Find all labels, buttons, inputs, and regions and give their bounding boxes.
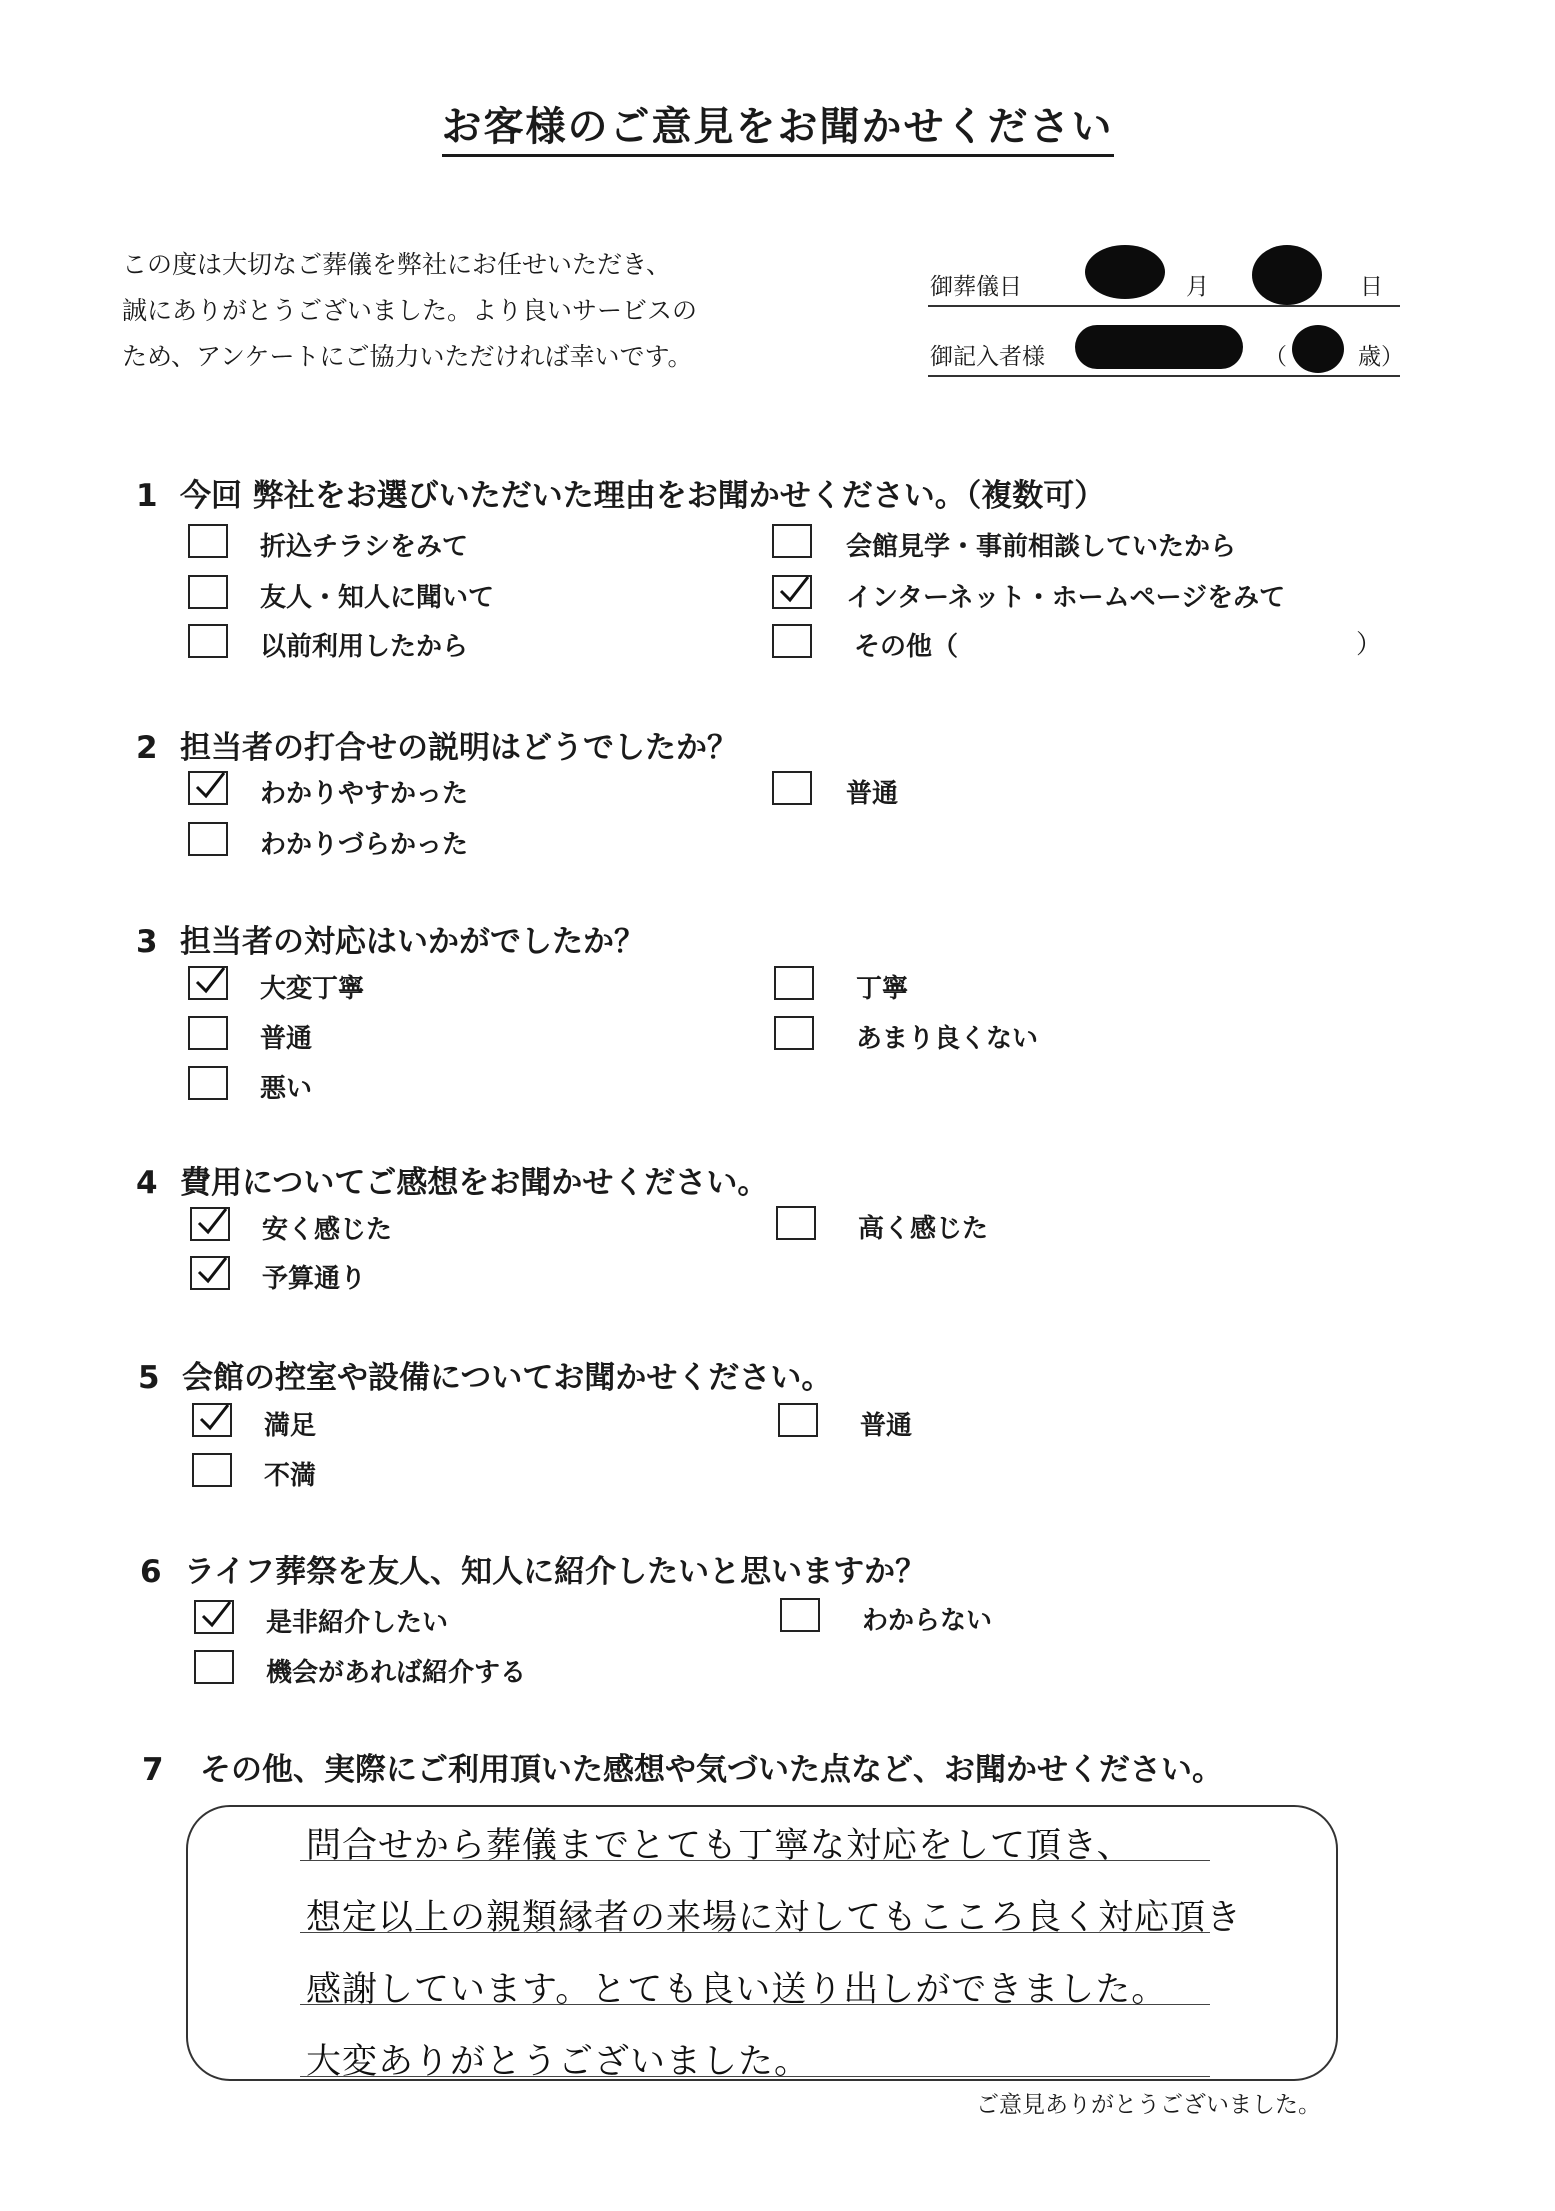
checkbox[interactable] xyxy=(772,624,812,658)
checkbox[interactable] xyxy=(188,822,228,856)
funeral-date-field[interactable] xyxy=(928,255,1400,307)
checkbox[interactable] xyxy=(778,1403,818,1437)
age-open: （ xyxy=(1264,344,1287,370)
month-label: 月 xyxy=(1186,274,1209,300)
comment-line: 想定以上の親類縁者の来場に対してもこころ良く対応頂き xyxy=(306,1898,1243,1938)
checkbox[interactable] xyxy=(188,524,228,558)
day-label: 日 xyxy=(1360,274,1383,300)
redacted-day xyxy=(1252,245,1322,305)
checkbox[interactable] xyxy=(780,1598,820,1632)
checkbox[interactable] xyxy=(188,966,228,1000)
comment-line: 大変ありがとうございました。 xyxy=(306,2042,811,2082)
redacted-age xyxy=(1292,325,1344,373)
question-7: 7 その他、実際にご利用頂いた感想や気づいた点など、お聞かせください。 xyxy=(142,1752,1223,1788)
checkbox[interactable] xyxy=(772,771,812,805)
checkbox[interactable] xyxy=(188,1066,228,1100)
checkbox[interactable] xyxy=(190,1256,230,1290)
checkbox[interactable] xyxy=(774,1016,814,1050)
checkbox[interactable] xyxy=(772,575,812,609)
question-6: 6 ライフ葬祭を友人、知人に紹介したいと思いますか？ xyxy=(140,1554,927,1590)
comment-line: 問合せから葬儀までとても丁寧な対応をして頂き、 xyxy=(306,1826,1133,1866)
checkbox[interactable] xyxy=(774,966,814,1000)
title-text: お客様のご意見をお聞かせください xyxy=(442,104,1114,157)
checkbox[interactable] xyxy=(772,524,812,558)
checkbox[interactable] xyxy=(192,1453,232,1487)
respondent-label: 御記入者様 xyxy=(930,344,1045,370)
question-1: 1 今回 弊社をお選びいただいた理由をお聞かせください。（複数可） xyxy=(136,478,1106,514)
intro-line: この度は大切なご葬儀を弊社にお任せいただき、 xyxy=(122,250,672,279)
checkbox[interactable] xyxy=(188,1016,228,1050)
checkbox[interactable] xyxy=(188,575,228,609)
age-label: 歳） xyxy=(1358,344,1404,370)
checkbox[interactable] xyxy=(192,1403,232,1437)
other-close-paren: ） xyxy=(1356,630,1383,660)
redacted-name xyxy=(1075,325,1243,369)
checkbox[interactable] xyxy=(194,1650,234,1684)
checkbox[interactable] xyxy=(194,1600,234,1634)
comment-line: 感謝しています。とても良い送り出しができました。 xyxy=(306,1970,1168,2010)
question-2: 2 担当者の打合せの説明はどうでしたか？ xyxy=(136,730,738,766)
checkbox[interactable] xyxy=(776,1206,816,1240)
intro-line: 誠にありがとうございました。より良いサービスの xyxy=(122,296,698,325)
checkbox[interactable] xyxy=(188,771,228,805)
funeral-date-label: 御葬儀日 xyxy=(930,274,1022,300)
question-5: 5 会館の控室や設備についてお聞かせください。 xyxy=(138,1360,833,1396)
intro-line: ため、アンケートにご協力いただければ幸いです。 xyxy=(122,342,693,371)
redacted-month xyxy=(1085,245,1165,299)
intro-text xyxy=(122,242,822,380)
closing-thanks: ご意見ありがとうございました。 xyxy=(976,2092,1321,2118)
checkbox[interactable] xyxy=(188,624,228,658)
question-3: 3 担当者の対応はいかがでしたか？ xyxy=(136,924,645,960)
question-4: 4 費用についてご感想をお聞かせください。 xyxy=(136,1165,769,1201)
page-title xyxy=(0,95,1555,152)
checkbox[interactable] xyxy=(190,1207,230,1241)
